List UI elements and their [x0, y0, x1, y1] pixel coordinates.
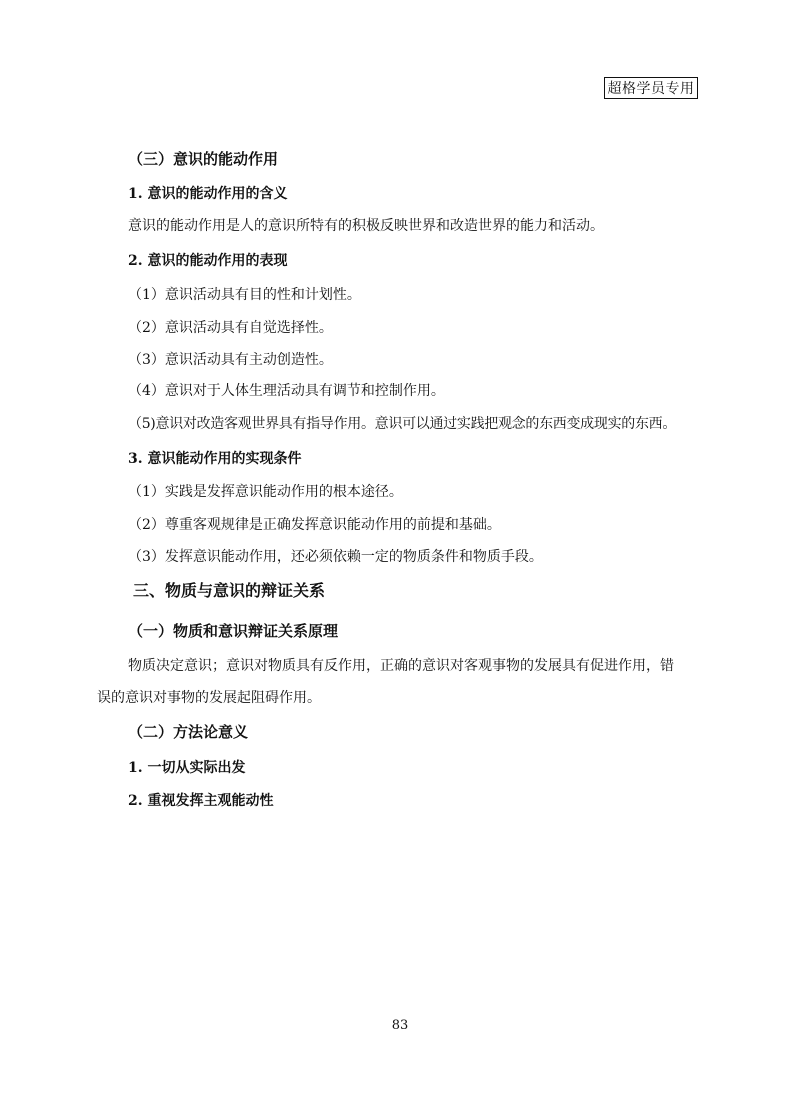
method-item-2: 2. 重视发挥主观能动性 [128, 793, 274, 809]
list-item: （2）意识活动具有自觉选择性。 [128, 320, 333, 336]
method-item-1: 1. 一切从实际出发 [128, 760, 246, 776]
subsection-3-title: 3. 意识能动作用的实现条件 [128, 451, 302, 467]
list-item: （1）实践是发挥意识能动作用的根本途径。 [128, 484, 403, 500]
exclusive-badge: 超格学员专用 [604, 77, 698, 99]
list-item: （5)意识对改造客观世界具有指导作用。意识可以通过实践把观念的东西变成现实的东西。 [128, 416, 677, 432]
page-number: 83 [391, 1018, 409, 1033]
subsection-1-text: 意识的能动作用是人的意识所特有的积极反映世界和改造世界的能力和活动。 [128, 218, 604, 234]
list-item: （4）意识对于人体生理活动具有调节和控制作用。 [128, 383, 445, 399]
list-item: （2）尊重客观规律是正确发挥意识能动作用的前提和基础。 [128, 517, 501, 533]
paragraph-line-2: 误的意识对事物的发展起阻碍作用。 [97, 690, 321, 706]
subsection-2-title: 2. 意识的能动作用的表现 [128, 253, 288, 269]
subheading-1: （一）物质和意识辩证关系原理 [128, 622, 339, 640]
section-3-title: （三）意识的能动作用 [128, 150, 279, 168]
part-3-heading: 三、物质与意识的辩证关系 [133, 581, 326, 600]
subsection-1-title: 1. 意识的能动作用的含义 [128, 186, 288, 202]
list-item: （3）意识活动具有主动创造性。 [128, 352, 333, 368]
list-item: （1）意识活动具有目的性和计划性。 [128, 287, 361, 303]
subheading-2: （二）方法论意义 [128, 723, 249, 741]
paragraph-line-1: 物质决定意识；意识对物质具有反作用，正确的意识对客观事物的发展具有促进作用，错 [128, 658, 674, 674]
list-item: （3）发挥意识能动作用，还必须依赖一定的物质条件和物质手段。 [128, 549, 543, 565]
